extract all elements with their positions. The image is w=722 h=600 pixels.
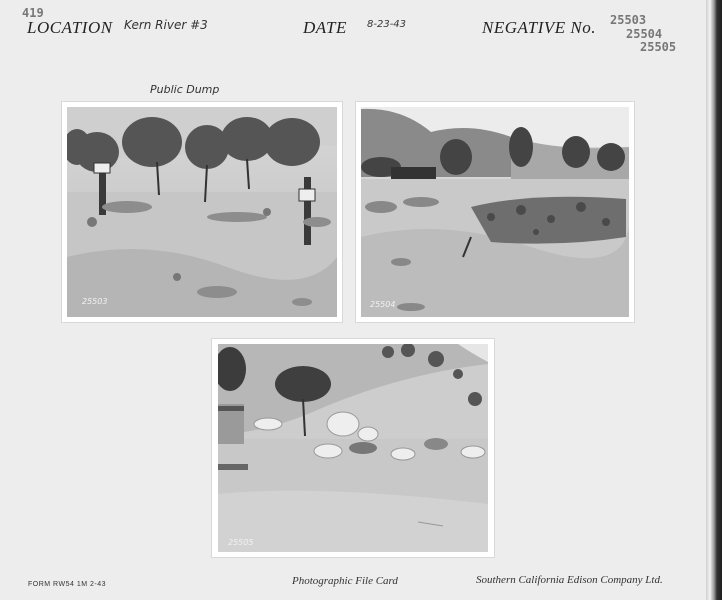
footer-title: Photographic File Card <box>292 575 398 587</box>
card-number: 419 <box>22 6 44 20</box>
photo-image-3 <box>218 344 488 552</box>
photo-public-dump-3 <box>212 339 494 557</box>
location-value: Kern River #3 <box>124 18 208 32</box>
photo-label-2: 25504 <box>370 300 396 309</box>
photo-caption: Public Dump <box>150 83 220 96</box>
photo-public-dump-2 <box>356 102 634 322</box>
photo-image-1 <box>67 107 337 317</box>
negative-number-3: 25505 <box>640 40 677 54</box>
photo-image-2 <box>361 107 629 317</box>
photo-label-1: 25503 <box>82 297 108 306</box>
negative-number-1: 25503 <box>610 13 647 27</box>
negative-label: NEGATIVE No. <box>482 18 596 37</box>
photo-label-3: 25505 <box>228 538 254 547</box>
footer-company: Southern California Edison Company Ltd. <box>476 574 663 586</box>
negative-number-2: 25504 <box>626 27 663 41</box>
location-label: LOCATION <box>27 18 113 37</box>
date-label: DATE <box>303 18 347 37</box>
photo-public-dump-1 <box>62 102 342 322</box>
date-value: 8-23-43 <box>367 19 407 30</box>
scan-edge <box>706 0 722 600</box>
form-code: FORM RW54 1M 2-43 <box>28 581 106 588</box>
